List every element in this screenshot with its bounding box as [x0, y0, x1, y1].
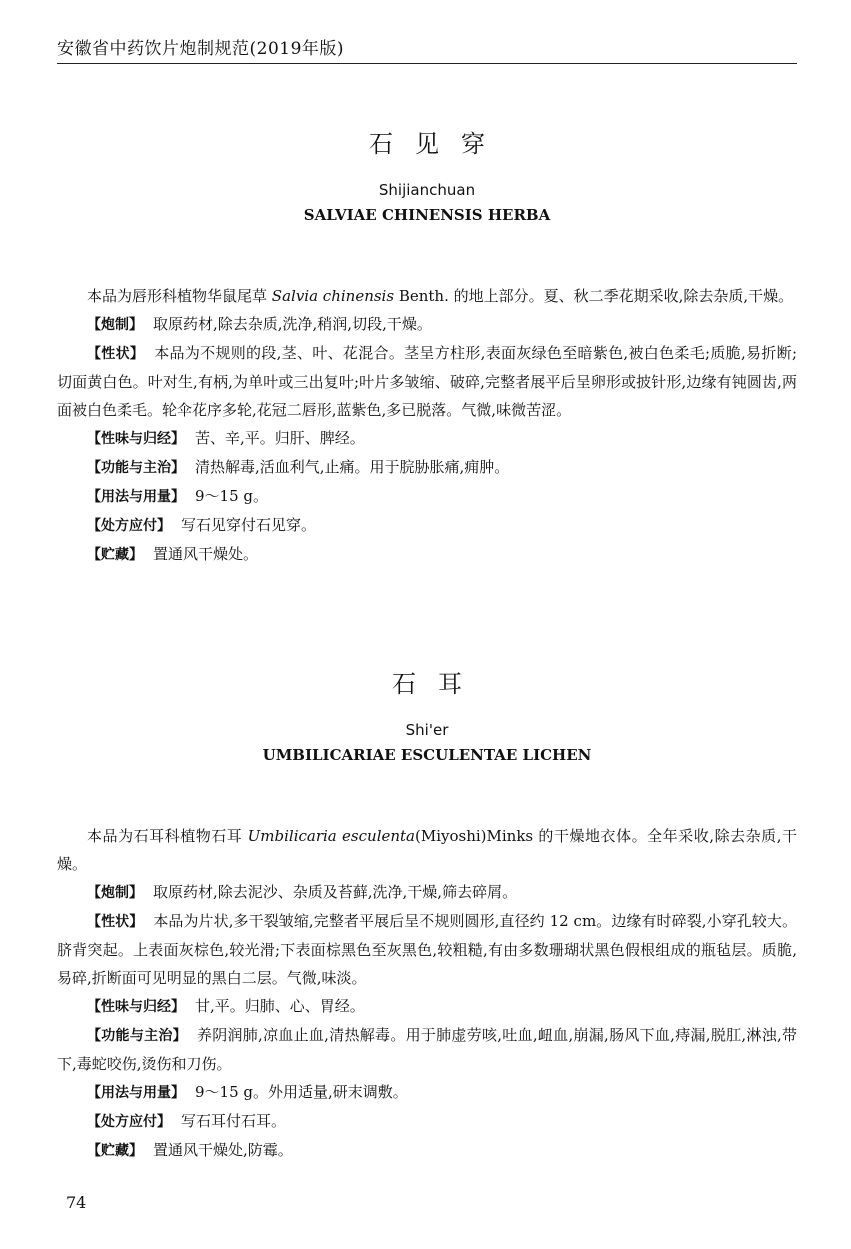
- section-prescription: [57, 511, 797, 540]
- section-label: 【贮藏】: [87, 547, 143, 563]
- section-processing: [57, 310, 797, 339]
- intro-paragraph: [57, 822, 797, 878]
- section-label: 【功能与主治】: [87, 460, 185, 476]
- section-dosage: [57, 482, 797, 511]
- section-characteristics: [57, 907, 797, 992]
- section-label: 【处方应付】: [87, 1114, 171, 1130]
- intro-text-post: Benth. 的地上部分。夏、秋二季花期采收,除去杂质,干燥。: [398, 287, 794, 305]
- section-text: 9～15 g。: [195, 487, 269, 505]
- section-text: 置通风干燥处,防霉。: [153, 1141, 293, 1159]
- monograph-title-latin: SALVIAE CHINENSIS HERBA: [303, 206, 551, 224]
- intro-text-pre: 本品为唇形科植物华鼠尾草: [87, 287, 268, 305]
- section-label: 【贮藏】: [87, 1143, 143, 1159]
- section-nature-meridian: [57, 992, 797, 1021]
- section-label: 【炮制】: [87, 885, 143, 901]
- section-dosage: [57, 1078, 797, 1107]
- section-nature-meridian: [57, 424, 797, 453]
- section-label: 【性状】: [87, 914, 144, 930]
- section-text: 写石见穿付石见穿。: [181, 516, 317, 534]
- section-text: 甘,平。归肺、心、胃经。: [195, 997, 365, 1015]
- section-text: 取原药材,除去泥沙、杂质及苔藓,洗净,干燥,筛去碎屑。: [153, 883, 518, 901]
- section-text: 养阴润肺,凉血止血,清热解毒。用于肺虚劳咳,吐血,衄血,崩漏,肠风下血,痔漏,脱肛,淋浊,带下,毒蛇咬伤,烫伤和刀伤。: [57, 1026, 798, 1073]
- monograph-title-pinyin: Shijianchuan: [378, 181, 476, 199]
- section-processing: [57, 878, 797, 907]
- section-text: 置通风干燥处。: [153, 545, 259, 563]
- section-function-indication: [57, 1021, 797, 1078]
- page-number: 74: [66, 1193, 87, 1212]
- species-latin-name: Umbilicaria esculenta: [247, 827, 415, 845]
- section-text: 本品为片状,多干裂皱缩,完整者平展后呈不规则圆形,直径约 12 cm。边缘有时碎裂,小穿孔较大。脐背突起。上表面灰棕色,较光滑;下表面棕黑色至灰黑色,较粗糙,有由多数珊瑚状黑色假根组成的瓶毡层。质脆,易碎,折断面可见明显的黑白二层。气微,味淡。: [57, 912, 798, 987]
- section-label: 【功能与主治】: [87, 1028, 187, 1044]
- section-label: 【性味与归经】: [87, 999, 185, 1015]
- section-prescription: [57, 1107, 797, 1136]
- section-text: 9～15 g。外用适量,研末调敷。: [195, 1083, 408, 1101]
- section-characteristics: [57, 339, 797, 424]
- header-rule: [57, 63, 797, 64]
- section-label: 【性状】: [87, 346, 145, 362]
- section-label: 【炮制】: [87, 317, 143, 333]
- monograph-title-zh: 石耳: [392, 670, 484, 698]
- monograph-title-latin: UMBILICARIAE ESCULENTAE LICHEN: [262, 746, 592, 764]
- monograph-body: [57, 822, 797, 1165]
- intro-text-post: (Miyoshi)Minks 的干燥地衣体。全年采收,除去杂质,干燥。: [57, 827, 797, 873]
- monograph-shijianchuan: [57, 128, 797, 569]
- section-text: 本品为不规则的段,茎、叶、花混合。茎呈方柱形,表面灰绿色至暗紫色,被白色柔毛;质脆,易折断;切面黄白色。叶对生,有柄,为单叶或三出复叶;叶片多皱缩、破碎,完整者展平后呈卵形或披针形,边缘有钝圆齿,两面被白色柔毛。轮伞花序多轮,花冠二唇形,蓝紫色,多已脱落。气微,味微苦涩。: [57, 344, 798, 419]
- running-header: 安徽省中药饮片炮制规范(2019年版): [57, 39, 345, 59]
- section-text: 苦、辛,平。归肝、脾经。: [195, 429, 365, 447]
- section-text: 清热解毒,活血利气,止痛。用于脘胁胀痛,痈肿。: [195, 458, 510, 476]
- section-storage: [57, 540, 797, 569]
- intro-paragraph: [57, 282, 797, 310]
- monograph-body: [57, 282, 797, 569]
- monograph-shier: [57, 668, 797, 1165]
- monograph-title-pinyin: Shi'er: [405, 721, 449, 739]
- section-storage: [57, 1136, 797, 1165]
- section-label: 【用法与用量】: [87, 489, 185, 505]
- section-text: 取原药材,除去杂质,洗净,稍润,切段,干燥。: [153, 315, 432, 333]
- intro-text-pre: 本品为石耳科植物石耳: [87, 827, 243, 845]
- monograph-title-zh: 石见穿: [369, 130, 507, 158]
- section-label: 【用法与用量】: [87, 1085, 185, 1101]
- section-function-indication: [57, 453, 797, 482]
- section-label: 【性味与归经】: [87, 431, 185, 447]
- section-label: 【处方应付】: [87, 518, 171, 534]
- section-text: 写石耳付石耳。: [181, 1112, 287, 1130]
- species-latin-name: Salvia chinensis: [271, 287, 395, 305]
